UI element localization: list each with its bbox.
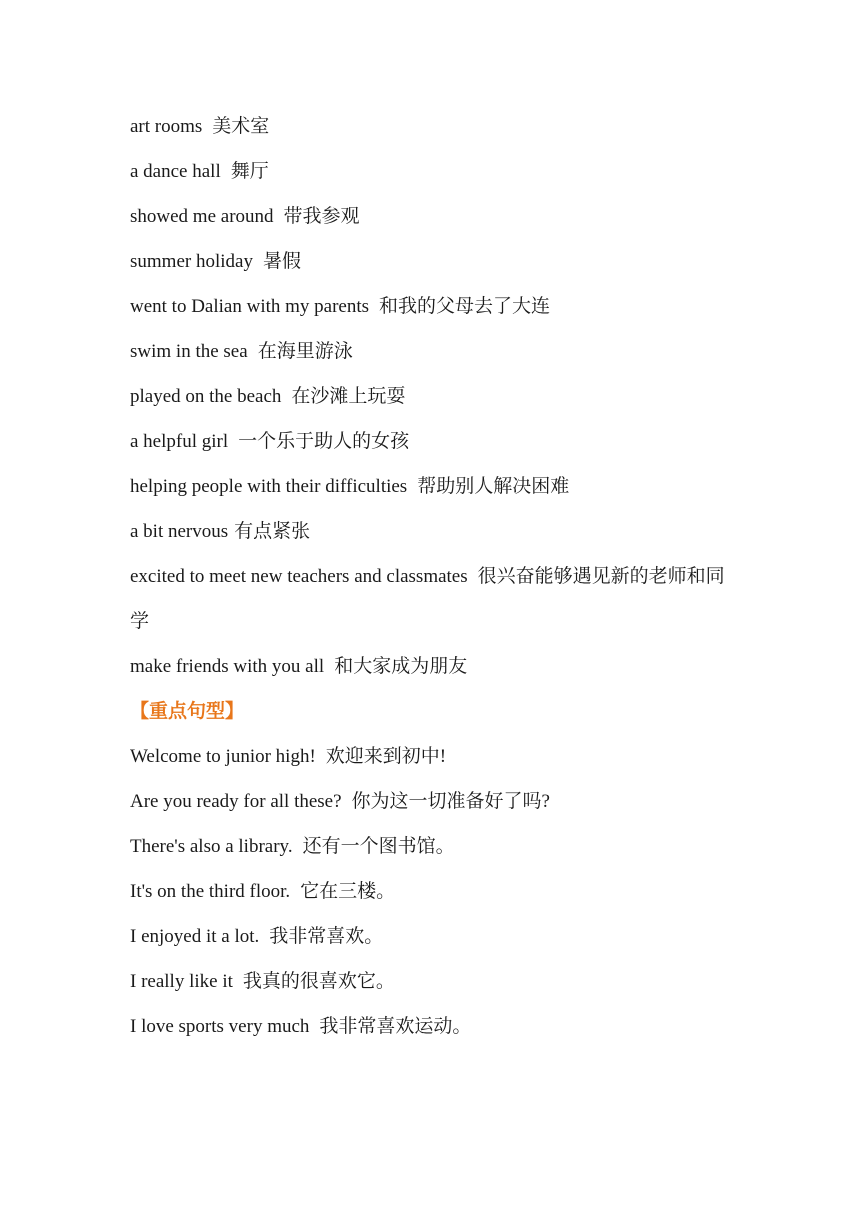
phrase-english: art rooms [130, 116, 203, 137]
document-body [130, 104, 740, 1049]
phrase-line [130, 239, 740, 284]
sentence-chinese: 我非常喜欢。 [269, 926, 384, 947]
phrase-chinese: 舞厅 [230, 161, 269, 182]
phrase-chinese: 美术室 [212, 116, 270, 137]
phrase-english: make friends with you all [130, 656, 325, 677]
phrase-line [130, 644, 740, 689]
phrase-line [130, 464, 740, 509]
phrase-english: a helpful girl [130, 431, 229, 452]
phrase-chinese: 帮助别人解决困难 [417, 476, 570, 497]
sentence-chinese: 你为这一切准备好了吗? [351, 791, 550, 812]
phrase-chinese: 有点紧张 [234, 521, 311, 542]
sentence-chinese: 我非常喜欢运动。 [319, 1016, 472, 1037]
phrase-line [130, 419, 740, 464]
phrase-chinese: 很兴奋能够遇见新的老师和同学 [130, 566, 725, 632]
sentence-chinese: 欢迎来到初中! [325, 746, 447, 767]
sentence-line [130, 914, 740, 959]
sentence-line [130, 1004, 740, 1049]
sentence-english: It's on the third floor. [130, 881, 291, 902]
phrase-chinese: 在海里游泳 [257, 341, 353, 362]
phrase-english: showed me around [130, 206, 274, 227]
phrase-english: a dance hall [130, 161, 221, 182]
phrase-english: went to Dalian with my parents [130, 296, 370, 317]
phrase-chinese: 暑假 [262, 251, 301, 272]
phrase-chinese: 和我的父母去了大连 [379, 296, 551, 317]
sentence-english: Are you ready for all these? [130, 791, 342, 812]
sentence-line [130, 869, 740, 914]
sentence-english: I love sports very much [130, 1016, 310, 1037]
phrase-line [130, 194, 740, 239]
section-heading: 【重点句型】 [130, 700, 245, 722]
sentence-line [130, 959, 740, 1004]
phrase-english: a bit nervous [130, 521, 229, 542]
sentence-line [130, 824, 740, 869]
sentence-english: I really like it [130, 971, 233, 992]
phrase-english: summer holiday [130, 251, 253, 272]
phrase-line [130, 554, 740, 644]
sentence-line [130, 734, 740, 779]
phrase-english: helping people with their difficulties [130, 476, 408, 497]
phrase-line [130, 509, 740, 554]
phrase-line [130, 104, 740, 149]
phrase-english: played on the beach [130, 386, 282, 407]
sentence-line [130, 779, 740, 824]
phrase-chinese: 一个乐于助人的女孩 [238, 431, 410, 452]
phrase-chinese: 和大家成为朋友 [334, 656, 468, 677]
phrase-chinese: 在沙滩上玩耍 [291, 386, 406, 407]
phrase-chinese: 带我参观 [283, 206, 360, 227]
phrase-line [130, 374, 740, 419]
sentence-chinese: 我真的很喜欢它。 [242, 971, 395, 992]
phrase-line [130, 149, 740, 194]
phrase-line [130, 284, 740, 329]
phrase-english: swim in the sea [130, 341, 248, 362]
phrase-line [130, 329, 740, 374]
sentence-chinese: 还有一个图书馆。 [302, 836, 455, 857]
sentence-english: I enjoyed it a lot. [130, 926, 260, 947]
phrase-english: excited to meet new teachers and classmates [130, 566, 468, 587]
sentence-english: There's also a library. [130, 836, 293, 857]
sentence-english: Welcome to junior high! [130, 746, 316, 767]
sentence-chinese: 它在三楼。 [300, 881, 396, 902]
